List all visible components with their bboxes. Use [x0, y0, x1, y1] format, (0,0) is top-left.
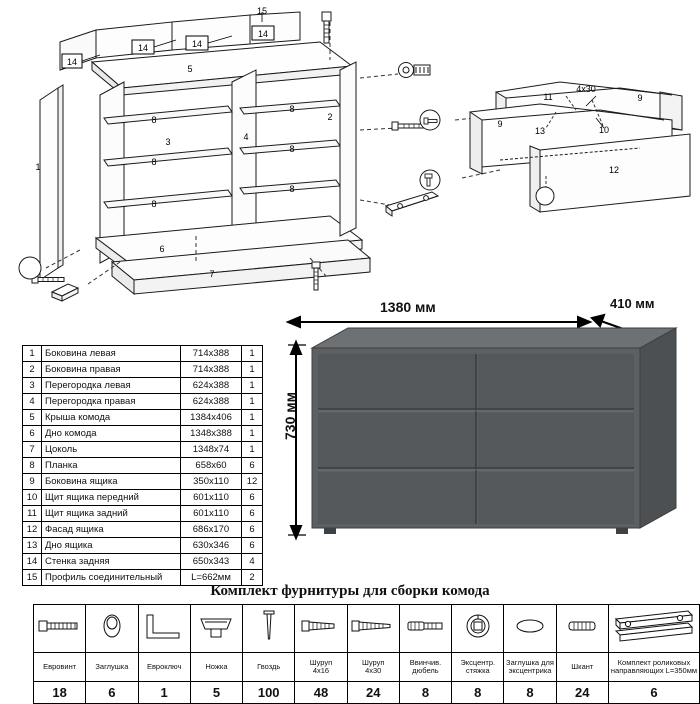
svg-text:10: 10 [598, 125, 610, 135]
part-number: 11 [23, 506, 42, 522]
table-row [23, 378, 263, 394]
table-row [23, 346, 263, 362]
part-quantity: 4 [242, 554, 263, 570]
part-quantity: 6 [242, 538, 263, 554]
part-quantity: 1 [242, 394, 263, 410]
part-name: Дно комода [42, 426, 181, 442]
table-row [23, 394, 263, 410]
svg-text:14: 14 [257, 29, 269, 39]
part-quantity: 6 [242, 506, 263, 522]
kit-count: 1 [138, 682, 190, 704]
table-row [23, 410, 263, 426]
kit-label: Шуруп 4х30 [347, 653, 399, 682]
part-number: 9 [23, 474, 42, 490]
part-quantity: 1 [242, 442, 263, 458]
height-dimension-label: 730 мм [281, 392, 298, 440]
svg-text:3: 3 [165, 137, 171, 147]
part-number: 2 [23, 362, 42, 378]
part-name: Щит ящика задний [42, 506, 181, 522]
part-dimension: 650х343 [181, 554, 242, 570]
table-row [23, 490, 263, 506]
table-row [23, 506, 263, 522]
kit-count: 24 [556, 682, 608, 704]
kit-label: Шуруп 4х16 [295, 653, 347, 682]
part-name: Щит ящика передний [42, 490, 181, 506]
svg-text:8: 8 [151, 157, 157, 167]
kit-count: 8 [399, 682, 451, 704]
part-name: Фасад ящика [42, 522, 181, 538]
part-quantity: 12 [242, 474, 263, 490]
svg-text:14: 14 [137, 43, 149, 53]
part-dimension: 601х110 [181, 506, 242, 522]
svg-text:6: 6 [159, 244, 165, 254]
table-row [23, 442, 263, 458]
cap-icon [86, 605, 138, 653]
kit-label: Заглушка для эксцентрика [504, 653, 556, 682]
part-quantity: 1 [242, 362, 263, 378]
table-row [23, 362, 263, 378]
part-name: Стенка задняя [42, 554, 181, 570]
part-name: Планка [42, 458, 181, 474]
part-quantity: 1 [242, 410, 263, 426]
part-dimension: 624х388 [181, 378, 242, 394]
kit-label: Гвоздь [243, 653, 295, 682]
kit-label: Заглушка [86, 653, 138, 682]
kit-count: 24 [347, 682, 399, 704]
allen-key-icon [138, 605, 190, 653]
nail-icon [243, 605, 295, 653]
table-row [23, 458, 263, 474]
table-row [23, 554, 263, 570]
part-quantity: 6 [242, 458, 263, 474]
part-number: 8 [23, 458, 42, 474]
svg-text:15: 15 [256, 6, 268, 16]
part-dimension: 714х388 [181, 346, 242, 362]
svg-text:13: 13 [534, 126, 546, 136]
svg-text:11: 11 [543, 92, 553, 102]
part-quantity: 6 [242, 522, 263, 538]
part-name: Цоколь [42, 442, 181, 458]
svg-text:8: 8 [289, 184, 295, 194]
kit-label: Эксцентр. стяжка [452, 653, 504, 682]
part-dimension: 624х388 [181, 394, 242, 410]
slide-rails-icon [608, 605, 699, 653]
part-name: Боковина правая [42, 362, 181, 378]
kit-count: 6 [86, 682, 138, 704]
exploded-assembly-diagram [0, 0, 700, 320]
svg-text:8: 8 [289, 144, 295, 154]
parts-list-body [23, 346, 263, 586]
table-row [23, 474, 263, 490]
part-dimension: 1348х388 [181, 426, 242, 442]
kit-label: Ножка [190, 653, 242, 682]
part-dimension: 686х170 [181, 522, 242, 538]
part-quantity: 6 [242, 490, 263, 506]
screw-4x30-icon [347, 605, 399, 653]
part-name: Дно ящика [42, 538, 181, 554]
part-name: Крыша комода [42, 410, 181, 426]
parts-list-table [22, 345, 263, 586]
part-number: 3 [23, 378, 42, 394]
part-dimension: 630х346 [181, 538, 242, 554]
kit-count: 8 [452, 682, 504, 704]
part-name: Профиль соединительный [42, 570, 181, 586]
kit-label: Евровинт [34, 653, 86, 682]
svg-text:7: 7 [209, 269, 215, 279]
screw-4x16-icon [295, 605, 347, 653]
part-dimension: 601х110 [181, 490, 242, 506]
part-number: 14 [23, 554, 42, 570]
table-row [23, 426, 263, 442]
dowel-icon [556, 605, 608, 653]
svg-text:8: 8 [289, 104, 295, 114]
width-dimension-label: 1380 мм [380, 299, 436, 315]
svg-text:9: 9 [497, 119, 503, 129]
table-row [23, 522, 263, 538]
part-dimension: L=662мм [181, 570, 242, 586]
svg-text:14: 14 [66, 57, 78, 67]
svg-text:8: 8 [151, 199, 157, 209]
part-dimension: 350х110 [181, 474, 242, 490]
svg-text:9: 9 [637, 93, 643, 103]
part-quantity: 1 [242, 426, 263, 442]
euro-screw-icon [34, 605, 86, 653]
kit-count-row [34, 682, 700, 704]
part-quantity: 1 [242, 378, 263, 394]
part-number: 6 [23, 426, 42, 442]
kit-label: Евроключ [138, 653, 190, 682]
part-number: 15 [23, 570, 42, 586]
part-number: 4 [23, 394, 42, 410]
svg-text:1: 1 [35, 162, 41, 172]
kit-count: 8 [504, 682, 556, 704]
part-name: Перегородка левая [42, 378, 181, 394]
kit-label-row [34, 653, 700, 682]
part-number: 1 [23, 346, 42, 362]
kit-label: Комплект роликовых направляющих L=350мм [608, 653, 699, 682]
depth-dimension-label: 410 мм [610, 296, 655, 311]
kit-count: 18 [34, 682, 86, 704]
svg-text:8: 8 [151, 115, 157, 125]
table-row [23, 538, 263, 554]
svg-text:14: 14 [191, 39, 203, 49]
part-name: Боковина левая [42, 346, 181, 362]
part-dimension: 1348х74 [181, 442, 242, 458]
part-dimension: 658х60 [181, 458, 242, 474]
cam-cap-icon [504, 605, 556, 653]
fittings-kit-title: Комплект фурнитуры для сборки комода [210, 583, 490, 599]
kit-count: 5 [190, 682, 242, 704]
kit-label: Шкант [556, 653, 608, 682]
part-number: 7 [23, 442, 42, 458]
screw-in-dowel-icon [399, 605, 451, 653]
fittings-kit-table [33, 604, 700, 704]
part-quantity: 2 [242, 570, 263, 586]
part-dimension: 1384х406 [181, 410, 242, 426]
kit-count: 48 [295, 682, 347, 704]
part-number: 5 [23, 410, 42, 426]
svg-text:5: 5 [187, 64, 193, 74]
kit-count: 100 [243, 682, 295, 704]
part-name: Перегородка правая [42, 394, 181, 410]
svg-text:2: 2 [327, 112, 333, 122]
part-dimension: 714х388 [181, 362, 242, 378]
svg-text:12: 12 [608, 165, 620, 175]
kit-label: Ввинчив. дюбель [399, 653, 451, 682]
part-number: 12 [23, 522, 42, 538]
part-name: Боковина ящика [42, 474, 181, 490]
cam-lock-icon [452, 605, 504, 653]
dresser-dimension-drawing [280, 296, 690, 550]
kit-count: 6 [608, 682, 699, 704]
part-quantity: 1 [242, 346, 263, 362]
part-number: 10 [23, 490, 42, 506]
svg-text:4х30: 4х30 [576, 84, 596, 94]
kit-icon-row [34, 605, 700, 653]
foot-icon [190, 605, 242, 653]
part-number: 13 [23, 538, 42, 554]
svg-text:4: 4 [243, 132, 249, 142]
